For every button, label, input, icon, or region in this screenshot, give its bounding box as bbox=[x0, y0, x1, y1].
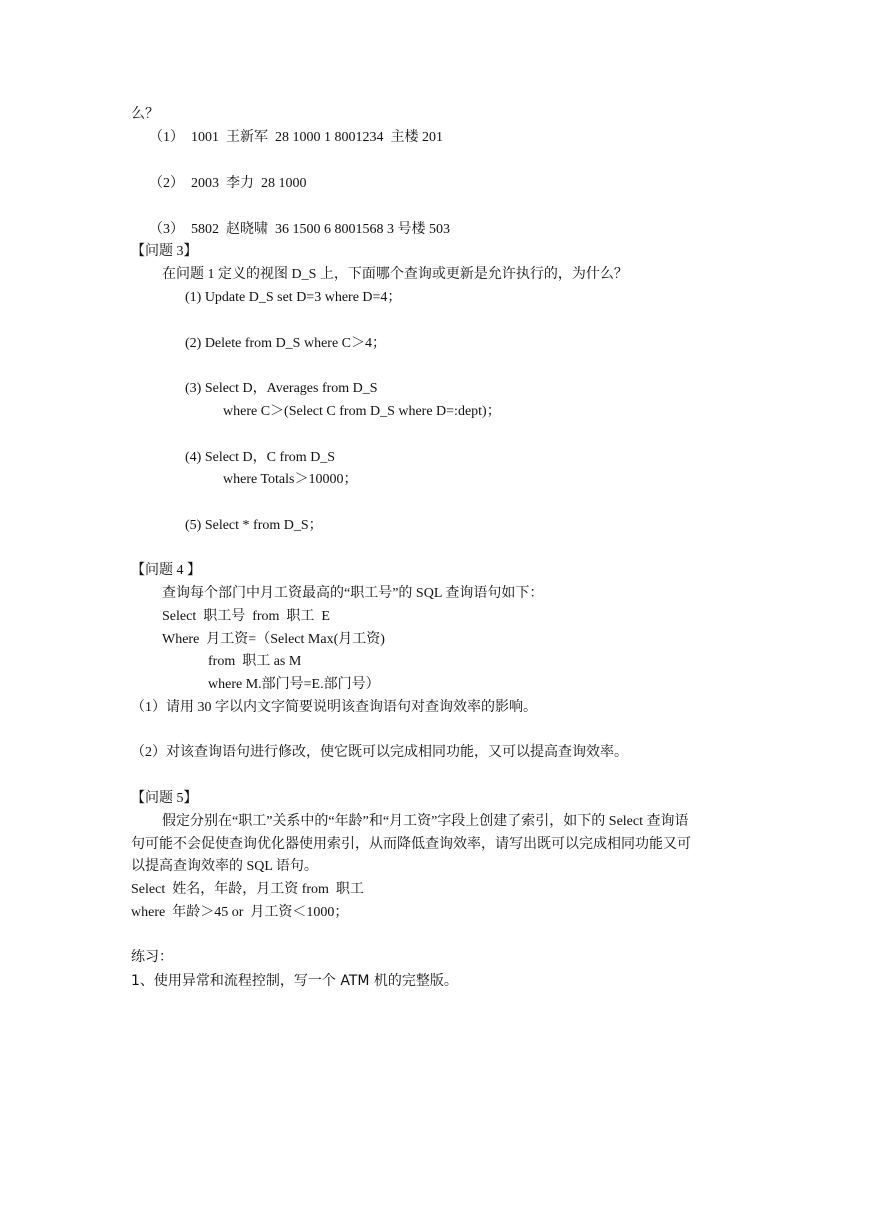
question-3-heading: 【问题 3】 bbox=[131, 244, 198, 259]
question-4-item-2: （2）对该查询语句进行修改，使它既可以完成相同功能，又可以提高查询效率。 bbox=[131, 745, 628, 760]
query-1: (1) Update D_S set D=3 where D=4； bbox=[185, 290, 402, 305]
query-2: (2) Delete from D_S where C＞4； bbox=[185, 336, 387, 351]
record-2: （2） 2003 李力 28 1000 bbox=[149, 176, 307, 191]
sql-line-2: Where 月工资=（Select Max(月工资) bbox=[162, 632, 385, 647]
query-3-line-2: where C＞(Select C from D_S where D=:dept)； bbox=[223, 404, 501, 419]
question-5-text-line-2: 句可能不会促使查询优化器使用索引，从而降低查询效率，请写出既可以完成相同功能又可 bbox=[131, 837, 691, 852]
exercise-item-1: 1、使用异常和流程控制，写一个 ATM 机的完整版。 bbox=[131, 973, 458, 989]
question-4-heading: 【问题 4 】 bbox=[131, 563, 201, 578]
question-3-text: 在问题 1 定义的视图 D_S 上，下面哪个查询或更新是允许执行的，为什么？ bbox=[162, 267, 628, 282]
question-5-heading: 【问题 5】 bbox=[131, 791, 198, 806]
record-1: （1） 1001 王新军 28 1000 1 8001234 主楼 201 bbox=[149, 130, 443, 145]
question-4-text: 查询每个部门中月工资最高的“职工号”的 SQL 查询语句如下： bbox=[162, 586, 544, 601]
query-4-line-1: (4) Select D，C from D_S bbox=[185, 450, 336, 465]
continuation-text: 么？ bbox=[131, 107, 159, 122]
sql-line-3: from 职工 as M bbox=[208, 654, 302, 669]
query-3-line-1: (3) Select D，Averages from D_S bbox=[185, 381, 378, 396]
sql-line-4: where M.部门号=E.部门号） bbox=[208, 677, 380, 692]
question-5-text-line-1: 假定分别在“职工”关系中的“年龄”和“月工资”字段上创建了索引，如下的 Select 查询语 bbox=[162, 814, 689, 829]
query-4-line-2: where Totals＞10000； bbox=[223, 472, 358, 487]
sql-line-1: Select 职工号 from 职工 E bbox=[162, 609, 330, 624]
question-5-sql-line-1: Select 姓名，年龄，月工资 from 职工 bbox=[131, 882, 364, 897]
question-5-sql-line-2: where 年龄＞45 or 月工资＜1000； bbox=[131, 905, 349, 920]
query-5: (5) Select * from D_S； bbox=[185, 518, 323, 533]
question-5-text-line-3: 以提高查询效率的 SQL 语句。 bbox=[131, 859, 318, 874]
exercise-heading: 练习： bbox=[131, 950, 173, 965]
question-4-item-1: （1）请用 30 字以内文字简要说明该查询语句对查询效率的影响。 bbox=[131, 700, 537, 715]
record-3: （3） 5802 赵晓啸 36 1500 6 8001568 3 号楼 503 bbox=[149, 222, 450, 237]
